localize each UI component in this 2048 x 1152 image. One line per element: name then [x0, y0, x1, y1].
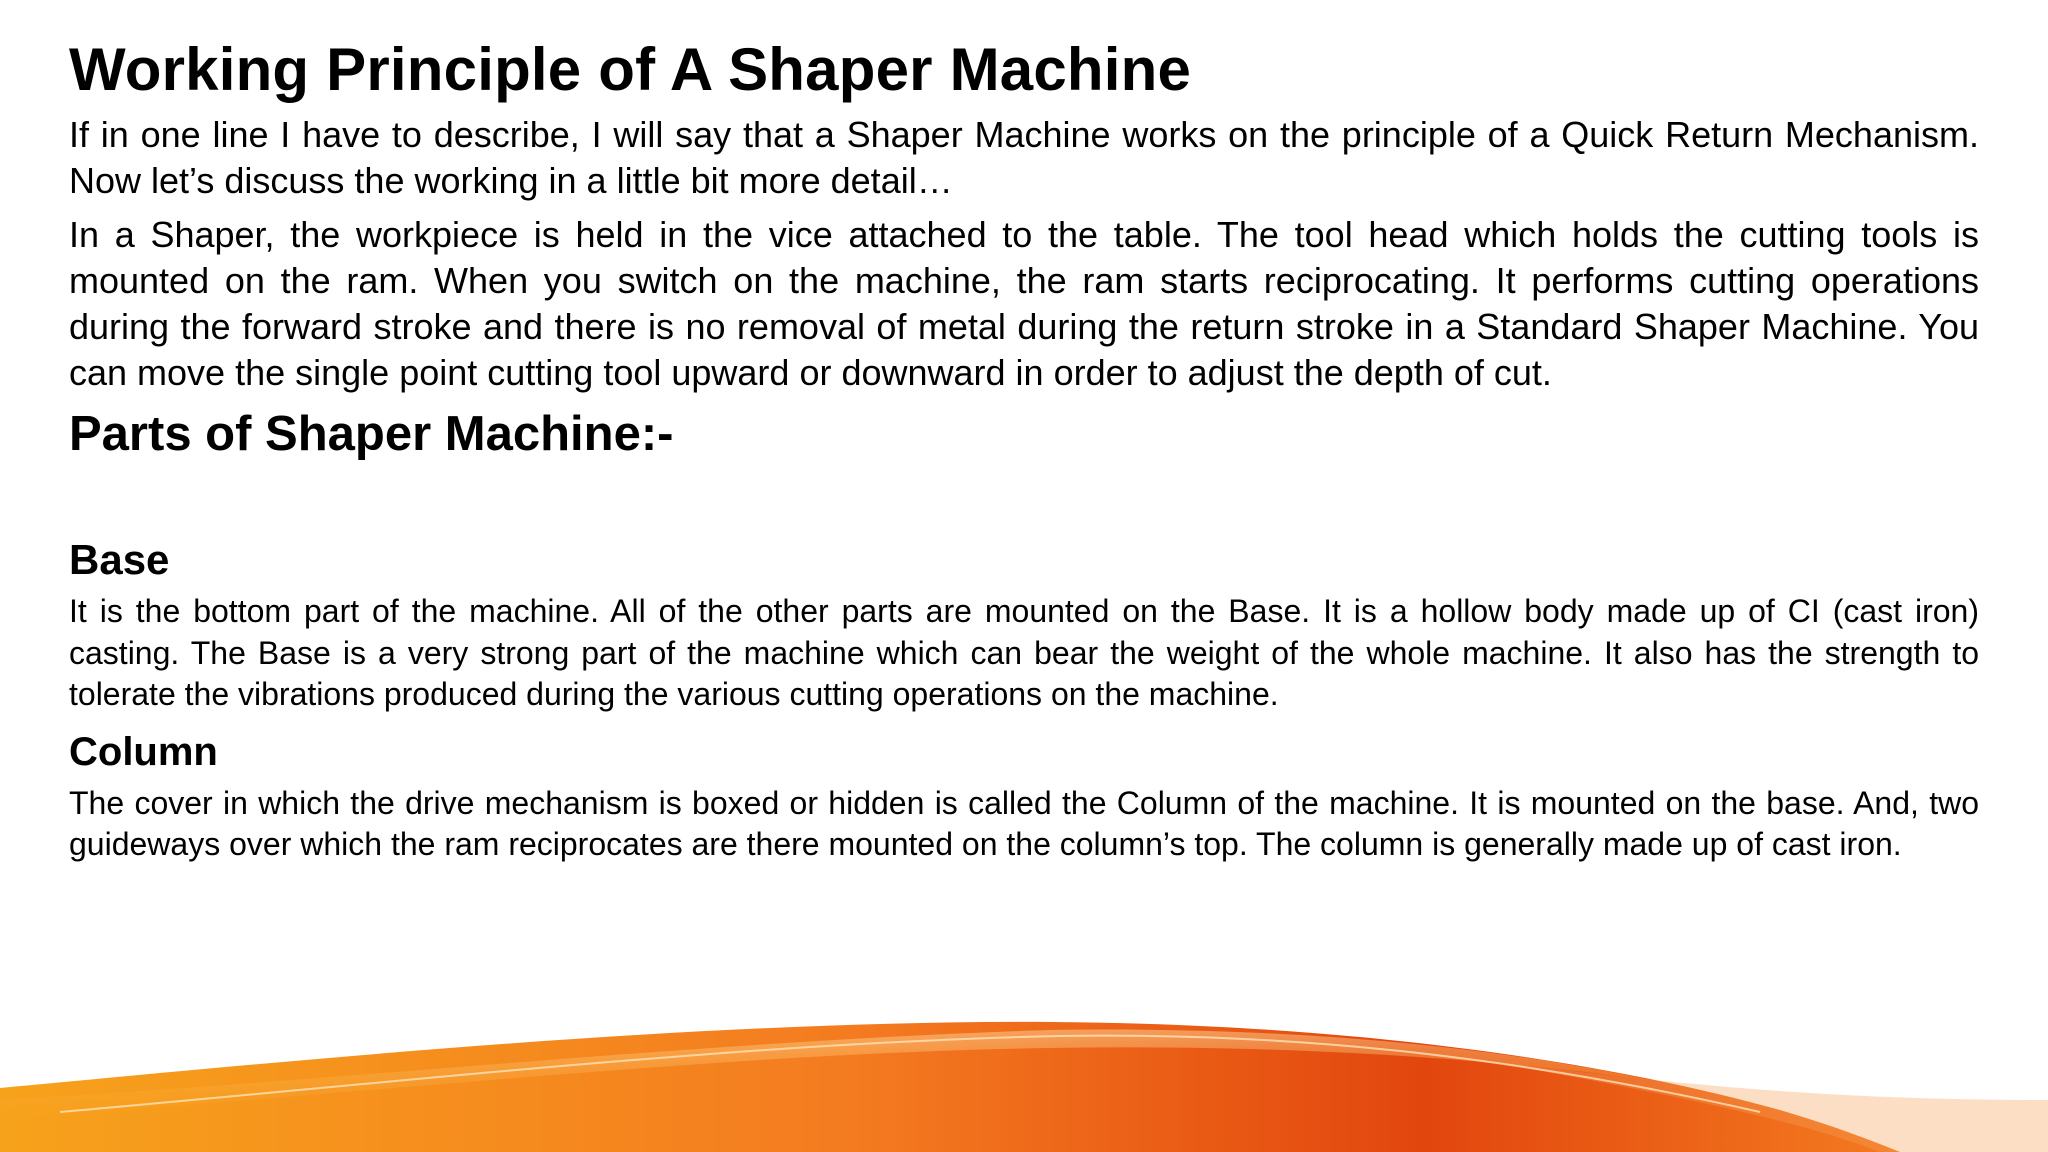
slide-content: [69, 30, 1979, 866]
working-paragraph: In a Shaper, the workpiece is held in the vice attached to the table. The tool head which holds the cutting tools is mounted on the ram. When you switch on the machine, the ram starts reciprocating. It performs cutting operations during the forward stroke and there is no removal of metal during the return stroke in a Standard Shaper Machine. You can move the single point cutting tool upward or downward in order to adjust the depth of cut.: [69, 214, 1979, 393]
page-title: Working Principle of A Shaper Machine: [69, 36, 1192, 103]
orange-wave-decoration: [0, 1000, 2048, 1152]
section-heading-base: Base: [69, 536, 170, 583]
section-body-base: It is the bottom part of the machine. All of the other parts are mounted on the Base. It is a hollow body made up of CI (cast iron) casting. The Base is a very strong part of the machine which can bear the weight of the whole machine. It also has the strength to tolerate the vibrations produced during the various cutting operations on the machine.: [69, 593, 1979, 712]
intro-paragraph: If in one line I have to describe, I will say that a Shaper Machine works on the principle of a Quick Return Mechanism. Now let’s discuss the working in a little bit more detail…: [69, 114, 1979, 201]
section-body-column: The cover in which the drive mechanism is boxed or hidden is called the Column of the machine. It is mounted on the base. And, two guideways over which the ram reciprocates are there mounted on the column’s top. The column is generally made up of cast iron.: [69, 784, 1979, 862]
parts-heading: Parts of Shaper Machine:-: [69, 407, 674, 461]
section-heading-column: Column: [69, 729, 218, 774]
